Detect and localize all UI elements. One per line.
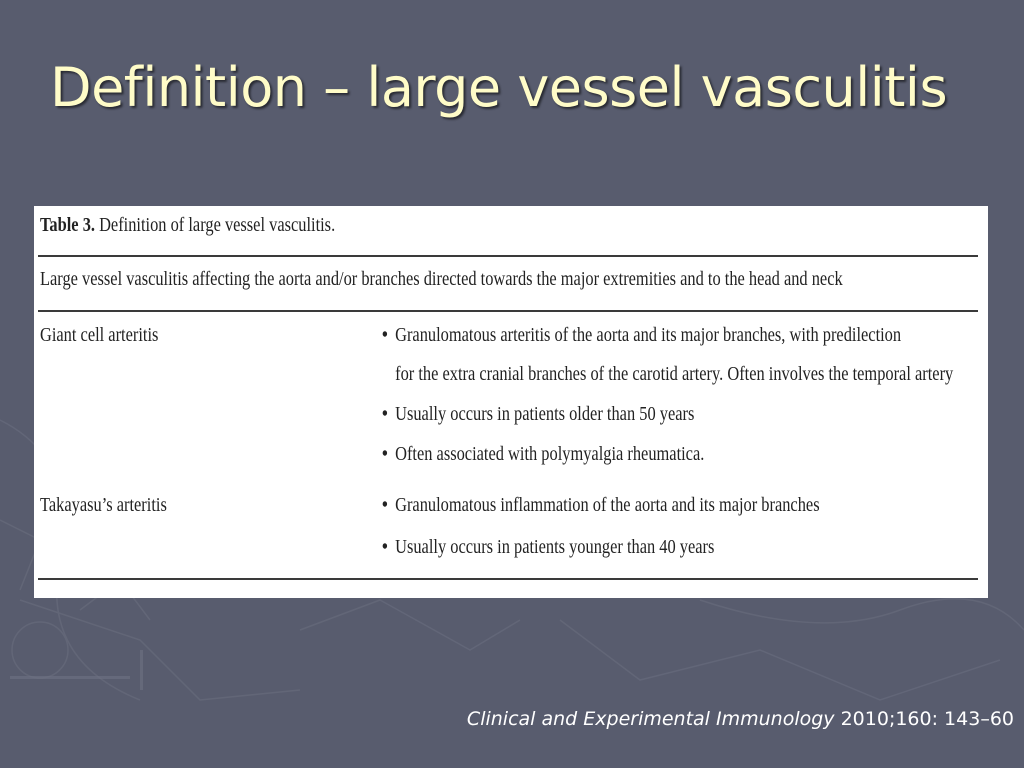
table-bullet-text: Usually occurs in patients older than 50 years [395, 403, 695, 425]
definition-table-figure [34, 206, 988, 598]
citation-details: 2010;160: 143–60 [840, 708, 1014, 730]
table-term-takayasu-arteritis: Takayasu’s arteritis [40, 494, 167, 516]
table-caption [40, 214, 335, 237]
slide-title: Definition – large vessel vasculitis [50, 56, 948, 119]
table-header-rule [38, 310, 978, 312]
table-bullet-text: Often associated with polymyalgia rheumatica. [395, 443, 705, 465]
table-caption-label: Table 3. [40, 214, 95, 236]
table-bullet: • Usually occurs in patients older than 50 years [382, 403, 695, 425]
table-bullet-continuation: for the extra cranial branches of the carotid artery. Often involves the temporal artery [395, 363, 954, 385]
table-top-rule [38, 255, 978, 257]
table-bullet-text: Granulomatous arteritis of the aorta and its major branches, with predilection [395, 324, 902, 346]
citation [467, 708, 1014, 730]
citation-journal: Clinical and Experimental Immunology [466, 708, 835, 730]
table-caption-text: Definition of large vessel vasculitis. [99, 214, 336, 236]
table-bullet: • Granulomatous inflammation of the aorta and its major branches [382, 494, 820, 516]
table-bullet: • Usually occurs in patients younger than 40 years [382, 536, 715, 558]
table-bullet-text: Usually occurs in patients younger than 40 years [395, 536, 715, 558]
table-spanning-row: Large vessel vasculitis affecting the aorta and/or branches directed towards the major extremities and to the head and neck [40, 268, 843, 290]
table-bullet: • Often associated with polymyalgia rheumatica. [382, 443, 705, 465]
table-bullet-text: Granulomatous inflammation of the aorta and its major branches [395, 494, 820, 516]
table-bottom-rule [38, 578, 978, 580]
table-bullet: • Granulomatous arteritis of the aorta and its major branches, with predilection for the extra cranial branches of the carotid artery. Often involves the temporal artery [382, 324, 954, 385]
table-term-giant-cell-arteritis: Giant cell arteritis [40, 324, 159, 346]
